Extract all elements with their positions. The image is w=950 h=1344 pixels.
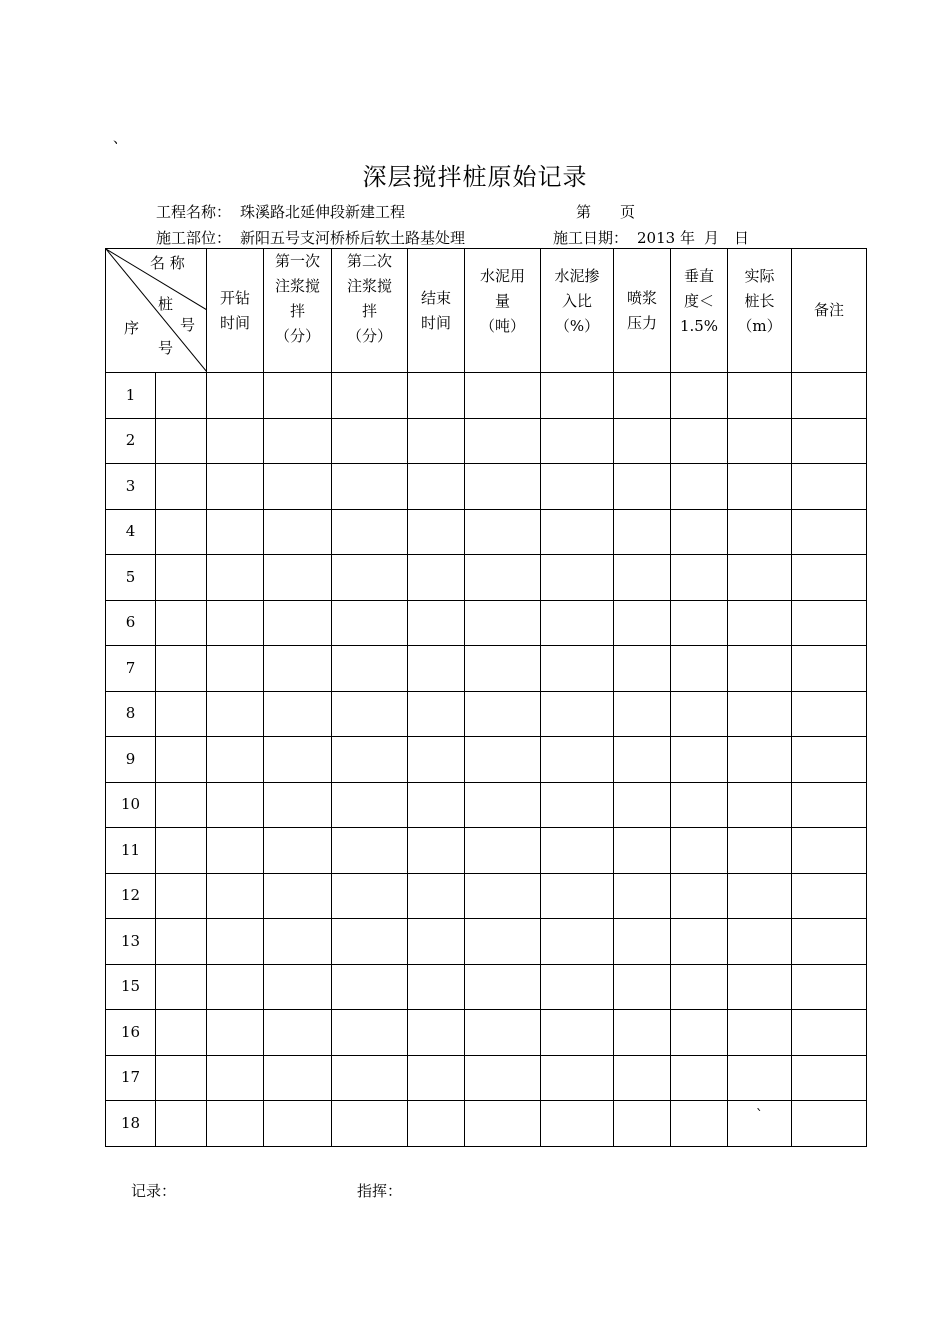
table-cell[interactable] xyxy=(207,919,264,965)
table-cell[interactable] xyxy=(614,1010,671,1056)
table-cell[interactable] xyxy=(207,873,264,919)
table-cell[interactable] xyxy=(541,646,614,692)
table-row xyxy=(106,418,867,464)
header-text-line: 开钻 xyxy=(219,288,250,307)
table-cell[interactable] xyxy=(792,782,867,828)
header-text-line: 水泥用 xyxy=(479,267,525,285)
table-cell[interactable] xyxy=(465,646,541,692)
table-cell[interactable] xyxy=(332,418,408,464)
table-cell[interactable] xyxy=(408,373,465,419)
table-cell[interactable] xyxy=(614,464,671,510)
table-cell[interactable] xyxy=(541,691,614,737)
header-cement-amount xyxy=(465,249,541,373)
table-cell[interactable] xyxy=(541,373,614,419)
table-cell[interactable] xyxy=(614,509,671,555)
row-number: 5 xyxy=(106,555,156,601)
table-cell[interactable] xyxy=(207,555,264,601)
header-cement-ratio xyxy=(541,249,614,373)
table-cell[interactable] xyxy=(671,555,728,601)
header-text-line: 拌 xyxy=(361,301,377,320)
table-cell[interactable] xyxy=(408,691,465,737)
table-cell[interactable] xyxy=(614,782,671,828)
table-cell[interactable] xyxy=(728,600,792,646)
header-end-time xyxy=(408,249,465,373)
table-cell[interactable] xyxy=(408,1010,465,1056)
row-number: 15 xyxy=(106,964,156,1010)
table-cell[interactable] xyxy=(728,373,792,419)
table-cell[interactable] xyxy=(792,1101,867,1147)
table-cell[interactable] xyxy=(671,1010,728,1056)
table-cell[interactable] xyxy=(264,600,332,646)
table-cell[interactable] xyxy=(408,737,465,783)
table-cell[interactable] xyxy=(408,1055,465,1101)
header-text-line: 第一次 xyxy=(274,251,320,270)
table-cell[interactable] xyxy=(156,737,207,783)
table-cell[interactable] xyxy=(207,509,264,555)
table-cell[interactable] xyxy=(728,782,792,828)
header-text-line: （m） xyxy=(737,317,782,335)
table-cell[interactable] xyxy=(541,964,614,1010)
table-row xyxy=(106,600,867,646)
table-cell[interactable] xyxy=(207,737,264,783)
diag-label-pile: 桩 xyxy=(158,295,174,313)
page-label-right: 页 xyxy=(620,203,636,221)
table-cell[interactable] xyxy=(264,1101,332,1147)
header-text-line: 备注 xyxy=(813,301,844,319)
table-cell[interactable] xyxy=(207,1010,264,1056)
table-cell[interactable] xyxy=(156,1101,207,1147)
header-start-drill-time xyxy=(207,249,264,373)
header-text-line: 时间 xyxy=(219,313,250,332)
location-label: 施工部位： xyxy=(156,229,232,247)
table-cell[interactable] xyxy=(264,509,332,555)
table-cell[interactable] xyxy=(408,1101,465,1147)
table-cell[interactable] xyxy=(264,1055,332,1101)
table-cell[interactable] xyxy=(332,555,408,601)
table-cell[interactable] xyxy=(207,828,264,874)
table-cell[interactable] xyxy=(792,373,867,419)
table-cell[interactable] xyxy=(728,919,792,965)
record-table xyxy=(105,248,867,1147)
diag-label-name: 名 称 xyxy=(150,254,185,272)
table-cell[interactable] xyxy=(728,418,792,464)
table-cell[interactable] xyxy=(207,464,264,510)
table-cell[interactable] xyxy=(792,1010,867,1056)
table-cell[interactable] xyxy=(264,646,332,692)
table-cell[interactable] xyxy=(332,919,408,965)
table-cell[interactable] xyxy=(156,1055,207,1101)
header-text-line: 桩长 xyxy=(744,292,775,310)
table-cell[interactable] xyxy=(264,828,332,874)
diag-label-hao-bottom: 号 xyxy=(158,339,174,357)
diag-label-xu: 序 xyxy=(124,319,140,337)
table-cell[interactable] xyxy=(614,418,671,464)
header-text-line: 量 xyxy=(494,292,510,310)
table-cell[interactable] xyxy=(207,600,264,646)
header-text-line: 度＜ xyxy=(683,292,714,310)
table-cell[interactable] xyxy=(465,464,541,510)
row-number: 12 xyxy=(106,873,156,919)
table-cell[interactable] xyxy=(465,873,541,919)
table-cell[interactable] xyxy=(792,828,867,874)
header-text-line: （分） xyxy=(274,326,320,345)
table-cell[interactable] xyxy=(332,1101,408,1147)
table-cell[interactable] xyxy=(408,464,465,510)
header-text-line: （分） xyxy=(346,326,392,345)
commander-label: 指挥： xyxy=(357,1182,403,1200)
table-row xyxy=(106,737,867,783)
table-cell[interactable] xyxy=(671,1055,728,1101)
row-number: 3 xyxy=(106,464,156,510)
project-name-value: 珠溪路北延伸段新建工程 xyxy=(240,203,406,221)
table-cell[interactable] xyxy=(332,828,408,874)
table-cell[interactable] xyxy=(671,828,728,874)
table-cell[interactable] xyxy=(792,1055,867,1101)
table-cell[interactable] xyxy=(728,964,792,1010)
table-row xyxy=(106,1055,867,1101)
table-cell[interactable] xyxy=(465,1010,541,1056)
table-cell[interactable] xyxy=(465,509,541,555)
row-number: 10 xyxy=(106,782,156,828)
table-cell[interactable] xyxy=(465,373,541,419)
header-text-line: 第二次 xyxy=(346,251,392,270)
table-cell[interactable] xyxy=(728,873,792,919)
date-month: 月 xyxy=(704,229,720,247)
table-row xyxy=(106,555,867,601)
table-cell[interactable] xyxy=(156,964,207,1010)
recorder-label: 记录： xyxy=(131,1182,177,1200)
table-cell[interactable] xyxy=(614,737,671,783)
table-cell[interactable] xyxy=(671,964,728,1010)
table-cell[interactable] xyxy=(408,964,465,1010)
table-cell[interactable] xyxy=(792,964,867,1010)
table-cell[interactable] xyxy=(614,555,671,601)
table-cell[interactable] xyxy=(264,964,332,1010)
table-cell[interactable] xyxy=(156,509,207,555)
table-cell[interactable] xyxy=(156,418,207,464)
table-cell[interactable] xyxy=(792,600,867,646)
table-cell[interactable] xyxy=(541,737,614,783)
table-cell[interactable] xyxy=(671,782,728,828)
table-cell[interactable] xyxy=(156,1010,207,1056)
table-cell[interactable] xyxy=(264,373,332,419)
row-number: 18 xyxy=(106,1101,156,1147)
table-cell[interactable] xyxy=(465,737,541,783)
table-cell[interactable] xyxy=(728,828,792,874)
table-cell[interactable] xyxy=(207,964,264,1010)
table-row xyxy=(106,964,867,1010)
table-cell[interactable] xyxy=(207,782,264,828)
table-cell[interactable] xyxy=(728,737,792,783)
table-row xyxy=(106,782,867,828)
header-first-grouting-mix xyxy=(264,249,332,373)
row-number: 8 xyxy=(106,691,156,737)
table-cell[interactable] xyxy=(332,600,408,646)
table-cell[interactable] xyxy=(465,919,541,965)
table-cell[interactable] xyxy=(332,1010,408,1056)
table-cell[interactable] xyxy=(332,691,408,737)
header-second-grouting-mix xyxy=(332,249,408,373)
header-remarks xyxy=(792,249,867,373)
table-cell[interactable] xyxy=(332,964,408,1010)
table-cell[interactable] xyxy=(332,1055,408,1101)
table-cell[interactable] xyxy=(156,373,207,419)
table-cell[interactable] xyxy=(264,555,332,601)
header-actual-pile-length xyxy=(728,249,792,373)
table-cell[interactable] xyxy=(792,555,867,601)
table-row xyxy=(106,1101,867,1147)
row-number: 7 xyxy=(106,646,156,692)
row-number: 16 xyxy=(106,1010,156,1056)
table-cell[interactable] xyxy=(614,646,671,692)
row-number: 9 xyxy=(106,737,156,783)
table-cell[interactable] xyxy=(541,509,614,555)
table-row xyxy=(106,1010,867,1056)
table-cell[interactable] xyxy=(465,828,541,874)
table-cell[interactable] xyxy=(728,691,792,737)
table-cell[interactable] xyxy=(156,600,207,646)
table-cell[interactable] xyxy=(156,828,207,874)
table-cell[interactable] xyxy=(671,873,728,919)
header-text-line: 1.5% xyxy=(679,317,719,335)
table-cell[interactable] xyxy=(332,373,408,419)
table-cell[interactable] xyxy=(614,919,671,965)
table-cell[interactable] xyxy=(465,600,541,646)
table-cell[interactable] xyxy=(671,509,728,555)
table-cell[interactable] xyxy=(156,646,207,692)
table-cell[interactable] xyxy=(465,964,541,1010)
table-cell[interactable] xyxy=(671,600,728,646)
table-cell[interactable] xyxy=(541,782,614,828)
table-cell[interactable] xyxy=(541,464,614,510)
location-value: 新阳五号支河桥桥后软土路基处理 xyxy=(240,229,466,247)
header-text-line: 压力 xyxy=(626,313,657,332)
header-text-line: 入比 xyxy=(561,292,592,310)
table-cell[interactable] xyxy=(792,691,867,737)
table-cell[interactable] xyxy=(614,1101,671,1147)
header-text-line: （吨） xyxy=(479,317,525,335)
page-label-left: 第 xyxy=(576,203,592,221)
date-day: 日 xyxy=(734,229,750,247)
table-cell[interactable] xyxy=(332,646,408,692)
table-cell[interactable] xyxy=(207,373,264,419)
table-cell[interactable] xyxy=(465,1055,541,1101)
table-cell[interactable] xyxy=(264,873,332,919)
table-row xyxy=(106,646,867,692)
table-cell[interactable] xyxy=(408,509,465,555)
header-text-line: 注浆搅 xyxy=(274,276,320,295)
table-cell[interactable] xyxy=(792,919,867,965)
table-cell[interactable] xyxy=(156,691,207,737)
table-cell[interactable] xyxy=(156,919,207,965)
row-number: 17 xyxy=(106,1055,156,1101)
table-cell[interactable] xyxy=(614,373,671,419)
table-cell[interactable] xyxy=(728,646,792,692)
table-cell[interactable] xyxy=(465,782,541,828)
table-cell[interactable] xyxy=(408,782,465,828)
table-cell[interactable] xyxy=(614,600,671,646)
table-cell[interactable] xyxy=(264,418,332,464)
table-cell[interactable] xyxy=(541,1010,614,1056)
header-text-line: 时间 xyxy=(420,313,451,332)
table-row xyxy=(106,691,867,737)
table-row xyxy=(106,464,867,510)
table-cell[interactable] xyxy=(541,418,614,464)
date-year: 2013 年 xyxy=(637,229,695,247)
table-cell[interactable] xyxy=(408,555,465,601)
table-cell[interactable] xyxy=(671,691,728,737)
table-cell[interactable] xyxy=(671,373,728,419)
table-cell[interactable] xyxy=(264,919,332,965)
cell-mark: ` xyxy=(755,1105,764,1124)
table-cell[interactable] xyxy=(671,464,728,510)
table-cell[interactable] xyxy=(332,782,408,828)
table-cell[interactable] xyxy=(264,464,332,510)
date-label: 施工日期： xyxy=(553,229,629,247)
table-cell[interactable] xyxy=(156,555,207,601)
header-text-line: 拌 xyxy=(289,301,305,320)
table-row xyxy=(106,828,867,874)
table-cell[interactable] xyxy=(792,873,867,919)
header-text-line: 水泥掺 xyxy=(554,267,600,285)
table-row xyxy=(106,373,867,419)
row-number: 6 xyxy=(106,600,156,646)
table-cell[interactable] xyxy=(792,509,867,555)
table-cell[interactable] xyxy=(465,555,541,601)
table-cell[interactable] xyxy=(728,509,792,555)
row-number: 4 xyxy=(106,509,156,555)
table-cell[interactable] xyxy=(207,418,264,464)
table-cell[interactable] xyxy=(156,782,207,828)
header-row xyxy=(106,249,867,373)
table-cell[interactable] xyxy=(408,646,465,692)
page-title: 深层搅拌桩原始记录 xyxy=(362,163,588,191)
table-cell[interactable] xyxy=(207,1101,264,1147)
table-cell[interactable] xyxy=(671,737,728,783)
table-cell[interactable] xyxy=(207,646,264,692)
table-cell[interactable] xyxy=(614,828,671,874)
table-cell[interactable] xyxy=(541,828,614,874)
table-row xyxy=(106,509,867,555)
table-cell[interactable] xyxy=(408,919,465,965)
table-cell[interactable] xyxy=(408,873,465,919)
table-cell[interactable] xyxy=(156,464,207,510)
table-cell[interactable] xyxy=(264,737,332,783)
table-cell[interactable] xyxy=(541,873,614,919)
table-cell[interactable] xyxy=(614,964,671,1010)
table-cell[interactable] xyxy=(541,1101,614,1147)
header-text-line: 垂直 xyxy=(683,267,714,285)
corner-mark: 、 xyxy=(113,131,127,147)
table-cell[interactable] xyxy=(207,691,264,737)
table-cell[interactable] xyxy=(264,1010,332,1056)
table-cell[interactable] xyxy=(728,1010,792,1056)
table-cell[interactable] xyxy=(465,418,541,464)
table-cell[interactable] xyxy=(792,464,867,510)
table-cell[interactable] xyxy=(728,555,792,601)
row-number: 13 xyxy=(106,919,156,965)
diag-label-hao-right: 号 xyxy=(180,316,196,334)
table-cell[interactable] xyxy=(332,737,408,783)
table-cell[interactable] xyxy=(332,873,408,919)
header-text-line: 结束 xyxy=(420,288,451,307)
diagonal-header-cell xyxy=(106,249,207,373)
table-cell[interactable] xyxy=(332,509,408,555)
table-cell[interactable] xyxy=(332,464,408,510)
header-verticality xyxy=(671,249,728,373)
row-number: 1 xyxy=(106,373,156,419)
table-cell[interactable] xyxy=(541,600,614,646)
table-cell[interactable] xyxy=(541,555,614,601)
header-text-line: 喷浆 xyxy=(626,288,657,307)
table-cell[interactable] xyxy=(671,919,728,965)
table-row xyxy=(106,873,867,919)
row-number: 11 xyxy=(106,828,156,874)
header-text-line: （%） xyxy=(554,317,600,335)
header-spray-pressure xyxy=(614,249,671,373)
table-cell[interactable] xyxy=(264,782,332,828)
table-cell[interactable] xyxy=(408,828,465,874)
table-cell[interactable] xyxy=(207,1055,264,1101)
table-cell[interactable] xyxy=(465,691,541,737)
table-cell[interactable] xyxy=(728,1055,792,1101)
table-cell[interactable] xyxy=(671,1101,728,1147)
table-cell[interactable] xyxy=(614,691,671,737)
table-cell[interactable] xyxy=(408,418,465,464)
table-cell[interactable] xyxy=(792,737,867,783)
table-cell[interactable] xyxy=(728,1101,792,1147)
row-number: 2 xyxy=(106,418,156,464)
table-cell[interactable] xyxy=(728,464,792,510)
table-cell[interactable] xyxy=(792,418,867,464)
table-cell[interactable] xyxy=(614,873,671,919)
table-cell[interactable] xyxy=(792,646,867,692)
table-cell[interactable] xyxy=(156,873,207,919)
table-cell[interactable] xyxy=(614,1055,671,1101)
table-cell[interactable] xyxy=(465,1101,541,1147)
table-cell[interactable] xyxy=(671,418,728,464)
table-cell[interactable] xyxy=(264,691,332,737)
header-text-line: 注浆搅 xyxy=(346,276,392,295)
table-cell[interactable] xyxy=(541,919,614,965)
header-text-line: 实际 xyxy=(744,267,775,285)
table-cell[interactable] xyxy=(541,1055,614,1101)
table-row xyxy=(106,919,867,965)
table-cell[interactable] xyxy=(671,646,728,692)
table-cell[interactable] xyxy=(408,600,465,646)
project-name-label: 工程名称： xyxy=(156,203,232,221)
